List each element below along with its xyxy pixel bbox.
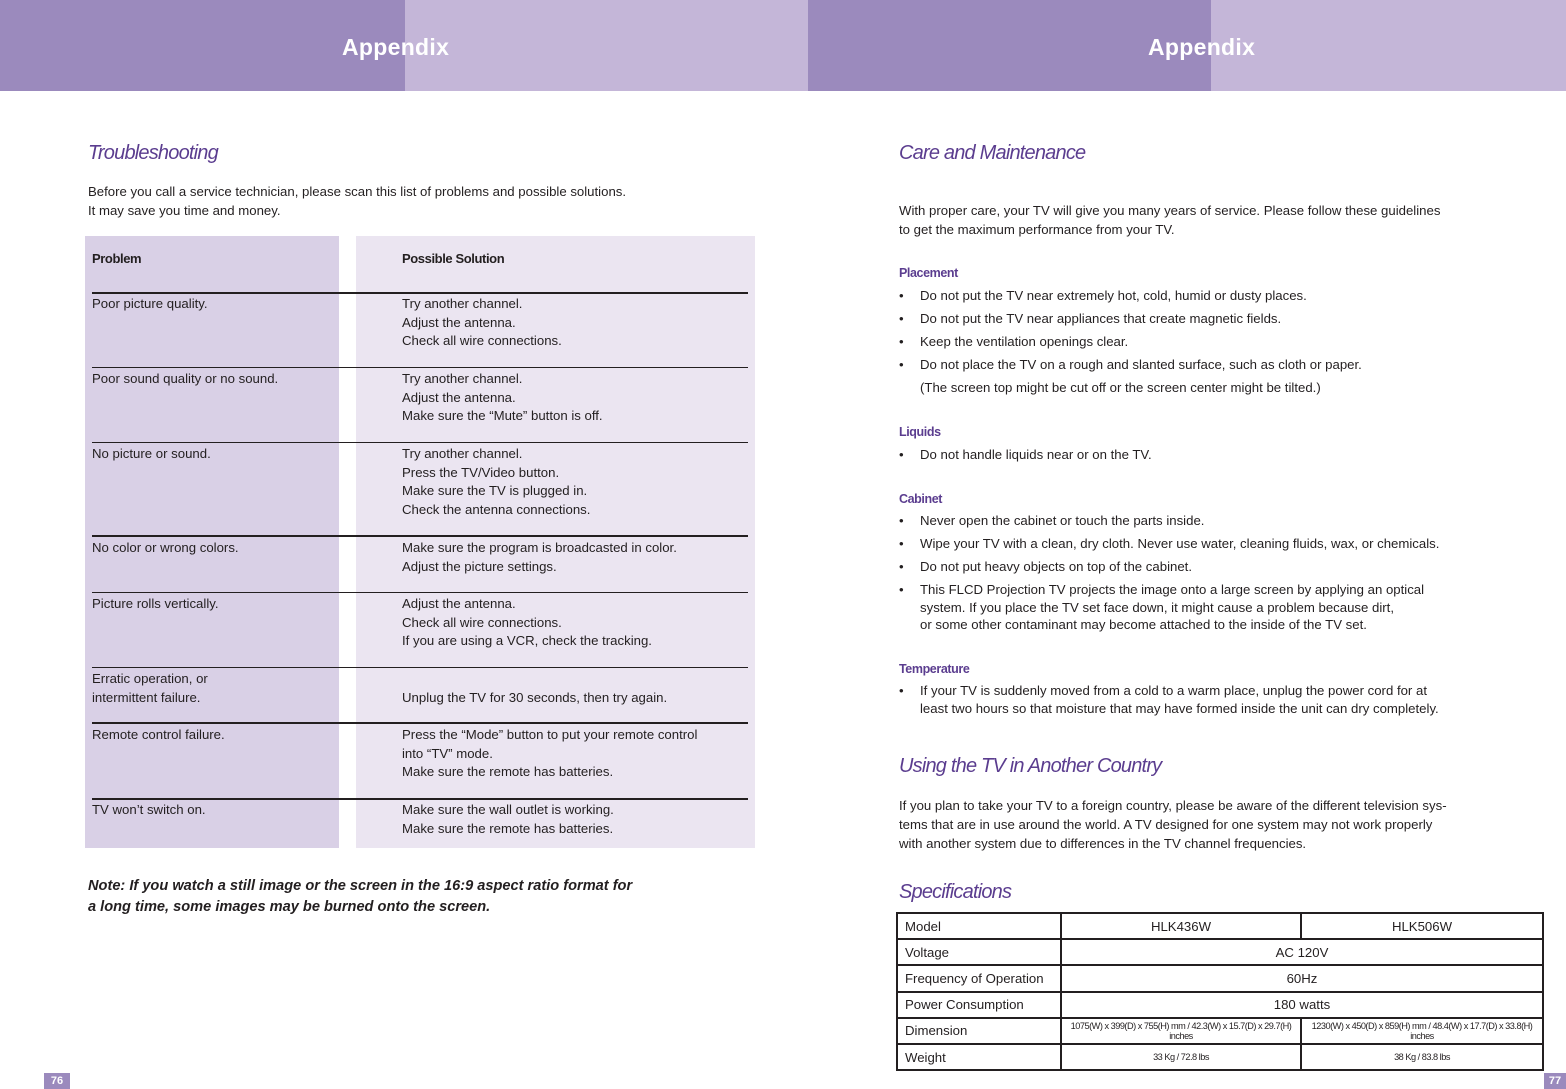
- problem-cell: No picture or sound.: [92, 446, 211, 461]
- solution-cell: Try another channel. Adjust the antenna. Make sure the “Mute” button is off.: [402, 371, 603, 424]
- another-country-text: If you plan to take your TV to a foreign country, please be aware of the different television sys- tems that are in use around the world. A TV designed for one system may not work properly with another system due to differences in the TV channel frequencies.: [899, 798, 1447, 851]
- table-rule: [92, 592, 748, 593]
- care-intro: With proper care, your TV will give you many years of service. Please follow these guidelines to get the maximum performance from your TV.: [899, 203, 1441, 237]
- table-row: [897, 1018, 1543, 1044]
- spec-model: HLK506W: [1301, 913, 1543, 939]
- list-item: • Do not put the TV near extremely hot, cold, humid or dusty places.: [899, 288, 1307, 303]
- table-rule: [92, 442, 748, 443]
- specifications-title: Specifications: [899, 881, 1012, 903]
- problem-cell: TV won’t switch on.: [92, 802, 206, 817]
- troubleshooting-title: Troubleshooting: [88, 142, 218, 164]
- left-banner-light: [405, 0, 808, 91]
- table-row: [897, 965, 1543, 991]
- right-page-number: 77: [1544, 1073, 1566, 1089]
- solution-cell: Press the “Mode” button to put your remote control into “TV” mode. Make sure the remote has batteries.: [402, 727, 698, 780]
- table-rule: [92, 535, 748, 537]
- right-page-header: Appendix: [1148, 34, 1256, 60]
- table-rule: [92, 292, 748, 294]
- left-page-number: 76: [44, 1073, 70, 1089]
- solution-cell: Make sure the wall outlet is working. Make sure the remote has batteries.: [402, 802, 614, 836]
- spec-model: HLK436W: [1061, 913, 1301, 939]
- solution-cell: Make sure the program is broadcasted in color. Adjust the picture settings.: [402, 540, 677, 574]
- specifications-table: [896, 912, 1544, 1071]
- problem-cell: Remote control failure.: [92, 727, 225, 742]
- cabinet-list: [899, 512, 1439, 639]
- spec-value: 180 watts: [1061, 992, 1543, 1018]
- table-rule: [92, 722, 748, 724]
- list-item: • This FLCD Projection TV projects the image onto a large screen by applying an optical system. If you place the TV set face down, it might cause a problem because dirt, or some other contaminant may become attached to the inside of the TV set.: [899, 582, 1425, 632]
- solution-cell: Adjust the antenna. Check all wire connections. If you are using a VCR, check the tracking.: [402, 596, 652, 649]
- spec-label: Dimension: [897, 1018, 1061, 1044]
- problem-cell: Poor picture quality.: [92, 296, 208, 311]
- table-row: [897, 939, 1543, 965]
- spec-label: Power Consumption: [897, 992, 1061, 1018]
- spec-value: 1075(W) x 399(D) x 755(H) mm / 42.3(W) x 15.7(D) x 29.7(H) inches: [1061, 1018, 1301, 1044]
- temperature-list: [899, 682, 1439, 723]
- spec-value: AC 120V: [1061, 939, 1543, 965]
- left-page-header: Appendix: [342, 34, 450, 60]
- list-item: • Do not handle liquids near or on the TV.: [899, 447, 1152, 462]
- table-rule: [92, 367, 748, 368]
- placement-list: [899, 287, 1362, 402]
- burn-in-note: Note: If you watch a still image or the screen in the 16:9 aspect ratio format for a long time, some images may be burned onto the screen.: [88, 878, 633, 915]
- list-item: • Never open the cabinet or touch the parts inside.: [899, 513, 1205, 528]
- problem-cell: Picture rolls vertically.: [92, 596, 219, 611]
- list-item: • If your TV is suddenly moved from a cold to a warm place, unplug the power cord for at least two hours so that moisture that may have formed inside the unit can dry completely.: [899, 683, 1439, 716]
- list-item: • Do not put the TV near appliances that create magnetic fields.: [899, 311, 1282, 326]
- spec-value: 38 Kg / 83.8 lbs: [1301, 1044, 1543, 1070]
- cabinet-heading: Cabinet: [899, 492, 943, 506]
- table-rule: [92, 798, 748, 800]
- table-rule: [92, 667, 748, 668]
- liquids-heading: Liquids: [899, 425, 941, 439]
- solution-cell: Try another channel. Adjust the antenna. Check all wire connections.: [402, 296, 562, 349]
- solution-cell: Try another channel. Press the TV/Video button. Make sure the TV is plugged in. Check the antenna connections.: [402, 446, 591, 518]
- spec-value: 1230(W) x 450(D) x 859(H) mm / 48.4(W) x 17.7(D) x 33.8(H) inches: [1301, 1018, 1543, 1044]
- table-row: [897, 913, 1543, 939]
- spec-label: Weight: [897, 1044, 1061, 1070]
- spec-value: 33 Kg / 72.8 lbs: [1061, 1044, 1301, 1070]
- table-row: [897, 992, 1543, 1018]
- right-banner-light: [1211, 0, 1566, 91]
- solution-cell: Unplug the TV for 30 seconds, then try again.: [402, 690, 668, 705]
- another-country-title: Using the TV in Another Country: [899, 755, 1162, 777]
- problem-cell: Erratic operation, or intermittent failure.: [92, 671, 208, 705]
- placement-heading: Placement: [899, 266, 958, 280]
- problem-header: Problem: [92, 251, 142, 266]
- troubleshooting-intro: Before you call a service technician, please scan this list of problems and possible solutions. It may save you time and money.: [88, 184, 627, 218]
- table-row: [897, 1044, 1543, 1070]
- problem-cell: No color or wrong colors.: [92, 540, 239, 555]
- list-item: • Wipe your TV with a clean, dry cloth. Never use water, cleaning fluids, wax, or chemicals.: [899, 536, 1440, 551]
- spec-label: Frequency of Operation: [897, 965, 1061, 991]
- list-item: • Do not put heavy objects on top of the cabinet.: [899, 559, 1192, 574]
- liquids-list: [899, 446, 1152, 469]
- solution-header: Possible Solution: [402, 251, 505, 266]
- spec-label: Voltage: [897, 939, 1061, 965]
- spec-label: Model: [897, 913, 1061, 939]
- spec-value: 60Hz: [1061, 965, 1543, 991]
- care-title: Care and Maintenance: [899, 142, 1086, 164]
- list-item: • Do not place the TV on a rough and slanted surface, such as cloth or paper. (The screen top might be cut off or the screen center might be tilted.): [899, 357, 1362, 395]
- temperature-heading: Temperature: [899, 662, 970, 676]
- list-item: • Keep the ventilation openings clear.: [899, 334, 1129, 349]
- problem-cell: Poor sound quality or no sound.: [92, 371, 279, 386]
